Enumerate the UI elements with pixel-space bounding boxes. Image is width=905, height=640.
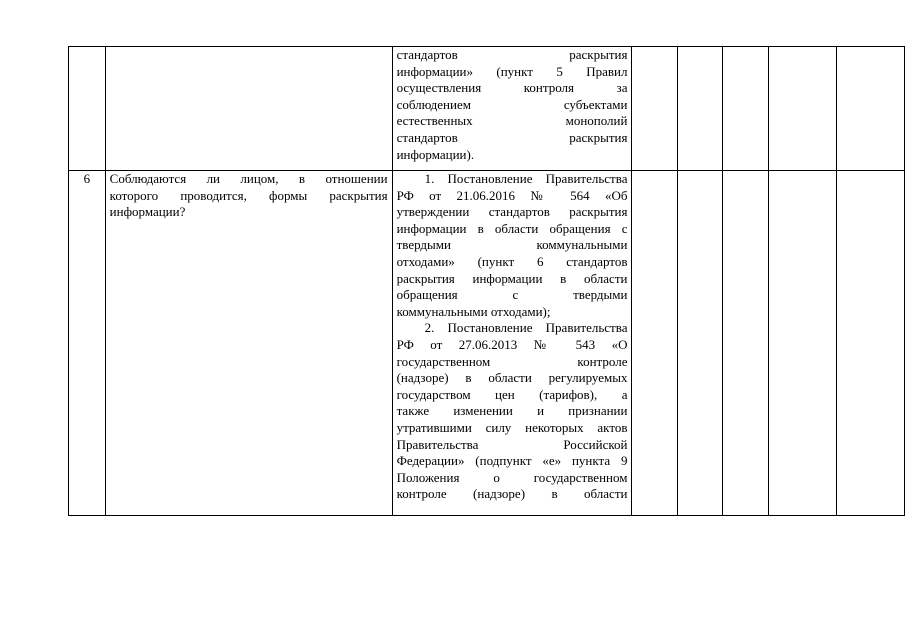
table-row xyxy=(69,171,905,516)
reference-cell xyxy=(392,171,632,516)
question-cell xyxy=(105,47,392,171)
reference-line: Положения о государственном xyxy=(396,469,628,485)
row-number-cell xyxy=(69,47,106,171)
question-line: которого проводится, формы раскрытия xyxy=(109,187,388,203)
empty-cell xyxy=(723,47,768,171)
reference-line: Правительства Российской xyxy=(396,436,628,452)
empty-cell xyxy=(836,47,904,171)
reference-line: обращения с твердыми xyxy=(396,287,628,303)
reference-line: соблюдением субъектами xyxy=(396,96,628,112)
empty-cell xyxy=(836,171,904,516)
reference-line: стандартов раскрытия xyxy=(396,129,628,145)
reference-line: информации в области обращения с xyxy=(396,220,628,236)
empty-cell xyxy=(723,171,768,516)
reference-line: утратившими силу некоторых актов xyxy=(396,419,628,435)
empty-cell xyxy=(768,171,836,516)
empty-cell xyxy=(768,47,836,171)
reference-line: государственном контроле xyxy=(396,353,628,369)
reference-line: 2. Постановление Правительства xyxy=(424,320,628,336)
reference-line: (надзоре) в области регулируемых xyxy=(396,370,628,386)
reference-line: стандартов раскрытия xyxy=(396,47,628,62)
reference-line: раскрытия информации в области xyxy=(396,270,628,286)
reference-line: контроле (надзоре) в области xyxy=(396,486,628,502)
row-number-cell xyxy=(69,171,106,516)
reference-cell xyxy=(392,47,632,171)
reference-line: утверждении стандартов раскрытия xyxy=(396,204,628,220)
reference-line: государством цен (тарифов), а xyxy=(396,386,628,402)
reference-line: твердыми коммунальными xyxy=(396,237,628,253)
reference-line: коммунальными отходами); xyxy=(396,303,551,319)
checklist-table xyxy=(68,46,905,516)
question-cell xyxy=(105,171,392,516)
reference-line: Федерации» (подпункт «е» пункта 9 xyxy=(396,453,628,469)
reference-line: 1. Постановление Правительства xyxy=(424,171,628,186)
question-line: информации? xyxy=(109,204,186,220)
reference-line: естественных монополий xyxy=(396,113,628,129)
reference-line: РФ от 21.06.2016 № 564 «Об xyxy=(396,187,628,203)
reference-line: РФ от 27.06.2013 № 543 «О xyxy=(396,336,628,352)
reference-line: также изменении и признании xyxy=(396,403,628,419)
empty-cell xyxy=(677,47,722,171)
row-number: 6 xyxy=(83,171,91,186)
empty-cell xyxy=(632,171,677,516)
reference-line: информации). xyxy=(396,146,475,162)
empty-cell xyxy=(632,47,677,171)
reference-line: информации» (пункт 5 Правил xyxy=(396,63,628,79)
reference-line: осуществления контроля за xyxy=(396,80,628,96)
table-row-continued xyxy=(69,47,905,171)
reference-line: отходами» (пункт 6 стандартов xyxy=(396,253,628,269)
empty-cell xyxy=(677,171,722,516)
question-line: Соблюдаются ли лицом, в отношении xyxy=(109,171,388,186)
